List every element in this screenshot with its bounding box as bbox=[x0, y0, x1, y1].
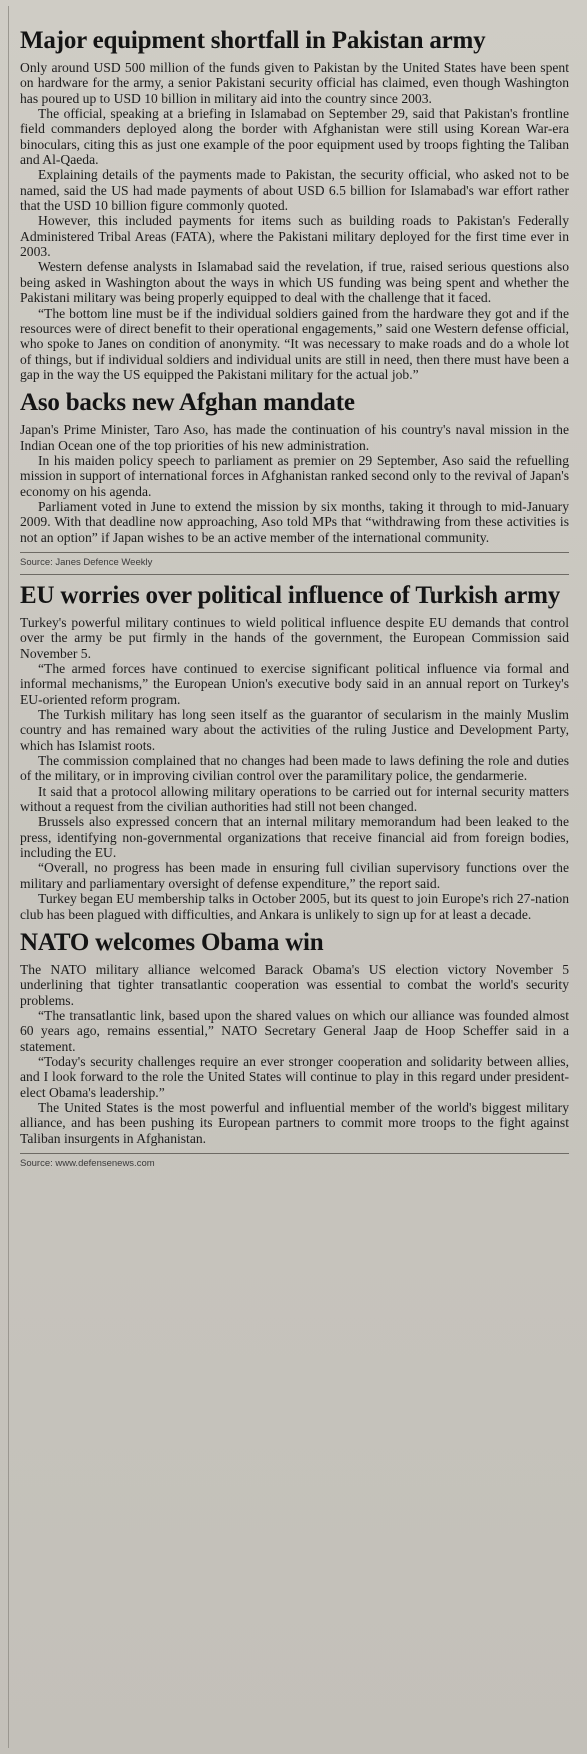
paragraph: Parliament voted in June to extend the mission by six months, taking it through to mid-January 2009. With that deadline now approaching, Aso told MPs that “withdrawing from these activities is not an option” if Japan wishes to be an active member of the international community. bbox=[20, 498, 569, 545]
paragraph: “Today's security challenges require an ever stronger cooperation and solidarity between allies, and I look forward to the role the United States will continue to play in this regard under president-elect Obama's leadership.” bbox=[20, 1053, 569, 1100]
paragraph: Turkey's powerful military continues to wield political influence despite EU demands that control over the army be put firmly in the hands of the government, the European Commission said November 5. bbox=[20, 614, 569, 661]
paragraph: However, this included payments for items such as building roads to Pakistan's Federally Administered Tribal Areas (FATA), where the Pakistani military deployed for the first time ever in 2003. bbox=[20, 213, 569, 260]
paragraph: “The armed forces have continued to exercise significant political influence via formal and informal mechanisms,” the European Union's executive body said in an annual report on Turkey's EU-oriented reform program. bbox=[20, 661, 569, 707]
paragraph: “Overall, no progress has been made in ensuring full civilian supervisory functions over the military and parliamentary oversight of defense expenditure,” the report said. bbox=[20, 860, 569, 891]
paragraph: It said that a protocol allowing military operations to be carried out for internal security matters without a request from the civilian authorities had still not been changed. bbox=[20, 783, 569, 815]
paragraph: The Turkish military has long seen itself as the guarantor of secularism in the mainly Muslim country and has remained wary about the activities of the ruling Justice and Development Party, which has Islamist roots. bbox=[20, 707, 569, 753]
paragraph: The commission complained that no changes had been made to laws defining the role and duties of the military, or in improving civilian control over the paramilitary police, the gendarmerie. bbox=[20, 753, 569, 784]
article-eu-turkish-army bbox=[20, 581, 569, 922]
paragraph: “The transatlantic link, based upon the shared values on which our alliance was founded almost 60 years ago, remains essential,” NATO Secretary General Jaap de Hoop Scheffer said in a statement. bbox=[20, 1007, 569, 1054]
paragraph: The official, speaking at a briefing in Islamabad on September 29, said that Pakistan's frontline field commanders deployed along the border with Afghanistan were still using Korean War-era binoculars, citing this as just one example of the poor equipment used by troops fighting the Taliban and Al-Qaeda. bbox=[20, 106, 569, 168]
headline: NATO welcomes Obama win bbox=[20, 928, 324, 956]
paragraph: Turkey began EU membership talks in October 2005, but its quest to join Europe's rich 27-nation club has been plagued with difficulties, and Ankara is unlikely to sign up for at least a decade. bbox=[20, 891, 569, 922]
paragraph: Only around USD 500 million of the funds given to Pakistan by the United States have been spent on hardware for the army, a senior Pakistani security official has claimed, even though Washington has poured up to USD 10 billion in military aid into the country since 2003. bbox=[20, 60, 569, 106]
article-nato-obama bbox=[20, 928, 569, 1169]
headline: EU worries over political influence of Turkish army bbox=[20, 581, 561, 609]
source-credit: Source: Janes Defence Weekly bbox=[20, 552, 569, 568]
paragraph: The NATO military alliance welcomed Barack Obama's US election victory November 5 underlining that tighter transatlantic cooperation was essential to combat the world's security problems. bbox=[20, 961, 569, 1008]
headline: Aso backs new Afghan mandate bbox=[20, 389, 355, 417]
divider bbox=[20, 574, 569, 575]
article-aso-afghan-mandate bbox=[20, 388, 569, 568]
paragraph: Western defense analysts in Islamabad said the revelation, if true, raised serious questions also being asked in Washington about the ways in which US funding was being spent and whether the Pakistani military was being properly equipped to deal with the challenge that it faced. bbox=[20, 259, 569, 306]
paragraph: The United States is the most powerful and influential member of the world's biggest military alliance, and has been pushing its European partners to commit more troops to the fight against Taliban insurgents in Afghanistan. bbox=[20, 1099, 569, 1146]
article-pakistan-army bbox=[20, 26, 569, 382]
paragraph: In his maiden policy speech to parliament as premier on 29 September, Aso said the refuelling mission in support of international forces in Afghanistan ranked second only to the revival of Japan's economy on his agenda. bbox=[20, 452, 569, 499]
paragraph: Explaining details of the payments made to Pakistan, the security official, who asked not to be named, said the US had made payments of about USD 6.5 billion for Islamabad's war effort rather that the USD 10 billion figure commonly quoted. bbox=[20, 167, 569, 214]
headline: Major equipment shortfall in Pakistan army bbox=[20, 27, 486, 54]
paragraph: Brussels also expressed concern that an internal military memorandum had been leaked to the press, identifying non-governmental organizations that receive financial aid from foreign bodies, including the EU. bbox=[20, 814, 569, 861]
paragraph: Japan's Prime Minister, Taro Aso, has made the continuation of his country's naval mission in the Indian Ocean one of the top priorities of his new administration. bbox=[20, 422, 569, 453]
source-credit: Source: www.defensenews.com bbox=[20, 1153, 569, 1169]
paragraph: “The bottom line must be if the individual soldiers gained from the hardware they got and if the resources were of direct benefit to their operational engagements,” said one Western defense official, who spoke to Janes on condition of anonymity. “It was necessary to make roads and do a whole lot of things, but if individual soldiers and individual units are still in need, then there must have been a gap in the way the US equipped the Pakistani military for the actual job.” bbox=[20, 305, 569, 382]
